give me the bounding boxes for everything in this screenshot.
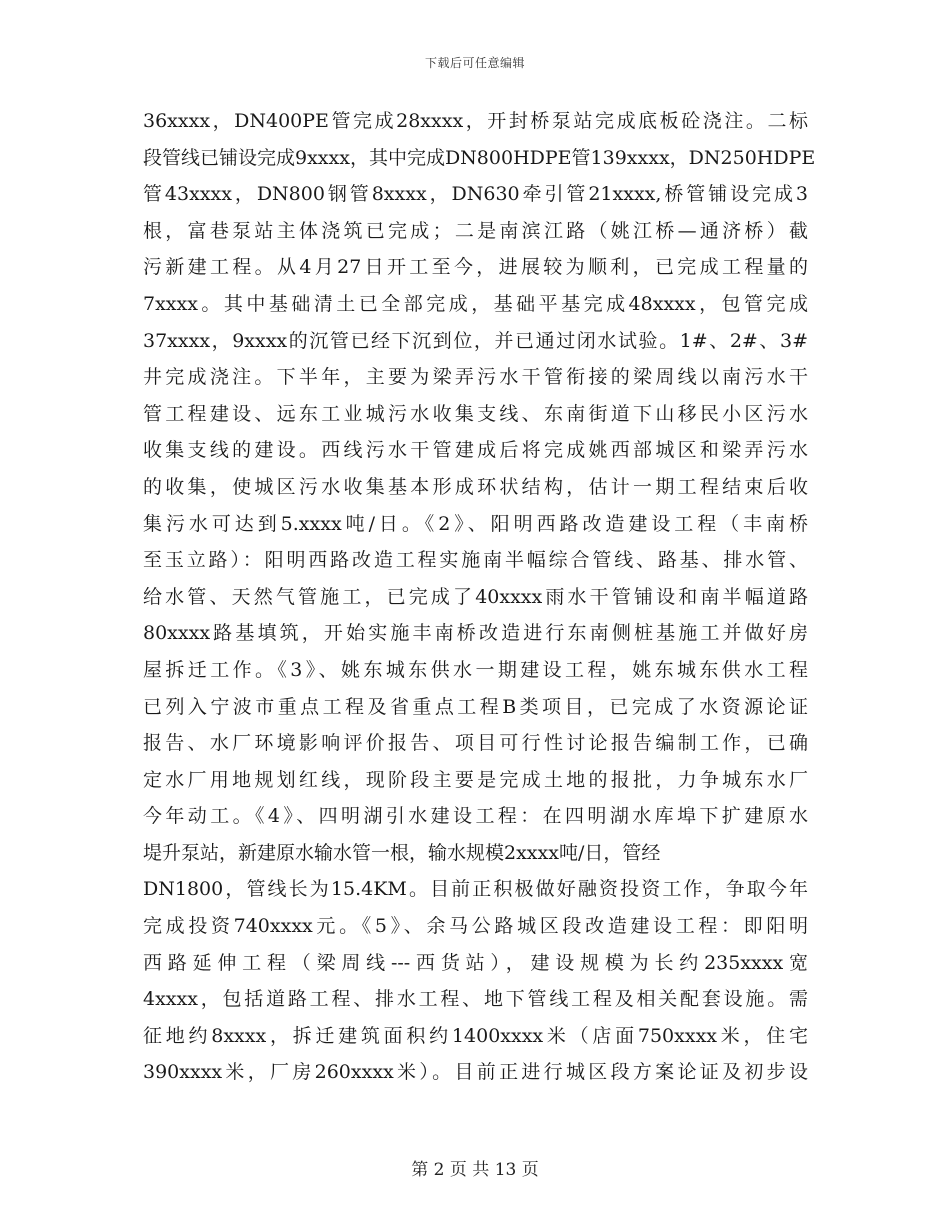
text-line: 征地约8xxxx，拆迁建筑面积约1400xxxx米（店面750xxxx米，住宅: [143, 1024, 808, 1047]
text-line: 井完成浇注。下半年，主要为梁弄污水干管衔接的梁周线以南污水干: [143, 366, 808, 389]
text-line: 定水厂用地规划红线，现阶段主要是完成土地的报批，力争城东水厂: [143, 768, 808, 791]
body-text: [143, 103, 816, 1091]
text-line: 7xxxx。其中基础清土已全部完成，基础平基完成48xxxx，包管完成: [143, 292, 808, 315]
text-line: 西路延伸工程（梁周线---西货站），建设规模为长约235xxxx宽: [143, 951, 808, 974]
text-line: 段管线已铺设完成9xxxx，其中完成DN800HDPE管139xxxx，DN250HDPE: [143, 146, 816, 169]
text-line: 今年动工。《4》、四明湖引水建设工程：在四明湖水库埠下扩建原水: [143, 805, 808, 828]
text-line: 的收集，使城区污水收集基本形成环状结构，估计一期工程结束后收: [143, 475, 808, 498]
page-number-footer: 第 2 页 共 13 页: [411, 1160, 539, 1180]
text-line: 完成投资740xxxx元。《5》、余马公路城区段改造建设工程：即阳明: [143, 915, 808, 938]
text-line: 36xxxx，DN400PE管完成28xxxx，开封桥泵站完成底板砼浇注。二标: [143, 110, 808, 132]
text-line: 4xxxx，包括道路工程、排水工程、地下管线工程及相关配套设施。需: [143, 988, 808, 1011]
text-line: 390xxxx米，厂房260xxxx米）。目前正进行城区段方案论证及初步设: [143, 1061, 808, 1084]
text-line: 报告、水厂环境影响评价报告、项目可行性讨论报告编制工作，已确: [143, 732, 808, 755]
text-line: 集污水可达到5.xxxx吨/日。《2》、阳明西路改造建设工程（丰南桥: [143, 512, 808, 535]
text-line: 管43xxxx，DN800钢管8xxxx，DN630牵引管21xxxx,桥管铺设完成3: [143, 183, 808, 206]
text-line: 80xxxx路基填筑，开始实施丰南桥改造进行东南侧桩基施工并做好房: [143, 622, 808, 645]
page-header: 下载后可任意编辑: [424, 56, 525, 70]
text-line: 给水管、天然气管施工，已完成了40xxxx雨水干管铺设和南半幅道路: [143, 585, 808, 608]
text-line: 至玉立路）：阳明西路改造工程实施南半幅综合管线、路基、排水管、: [143, 549, 808, 572]
text-line: 已列入宁波市重点工程及省重点工程B类项目，已完成了水资源论证: [143, 695, 808, 718]
text-line: 收集支线的建设。西线污水干管建成后将完成姚西部城区和梁弄污水: [143, 439, 808, 462]
text-line: DN1800，管线长为15.4KM。目前正积极做好融资投资工作，争取今年: [143, 878, 808, 901]
text-line: 屋拆迁工作。《3》、姚东城东供水一期建设工程，姚东城东供水工程: [143, 658, 808, 681]
text-line: 污新建工程。从4月27日开工至今，进展较为顺利，已完成工程量的: [143, 256, 808, 279]
text-line: 根，富巷泵站主体浇筑已完成；二是南滨江路（姚江桥—通济桥）截: [143, 219, 808, 242]
text-line: 37xxxx，9xxxx的沉管已经下沉到位，并已通过闭水试验。1#、2#、3#: [143, 329, 808, 352]
text-line: 堤升泵站，新建原水输水管一根，输水规模2xxxx吨/日，管经: [143, 841, 661, 864]
text-line: 管工程建设、远东工业城污水收集支线、东南街道下山移民小区污水: [143, 402, 808, 425]
